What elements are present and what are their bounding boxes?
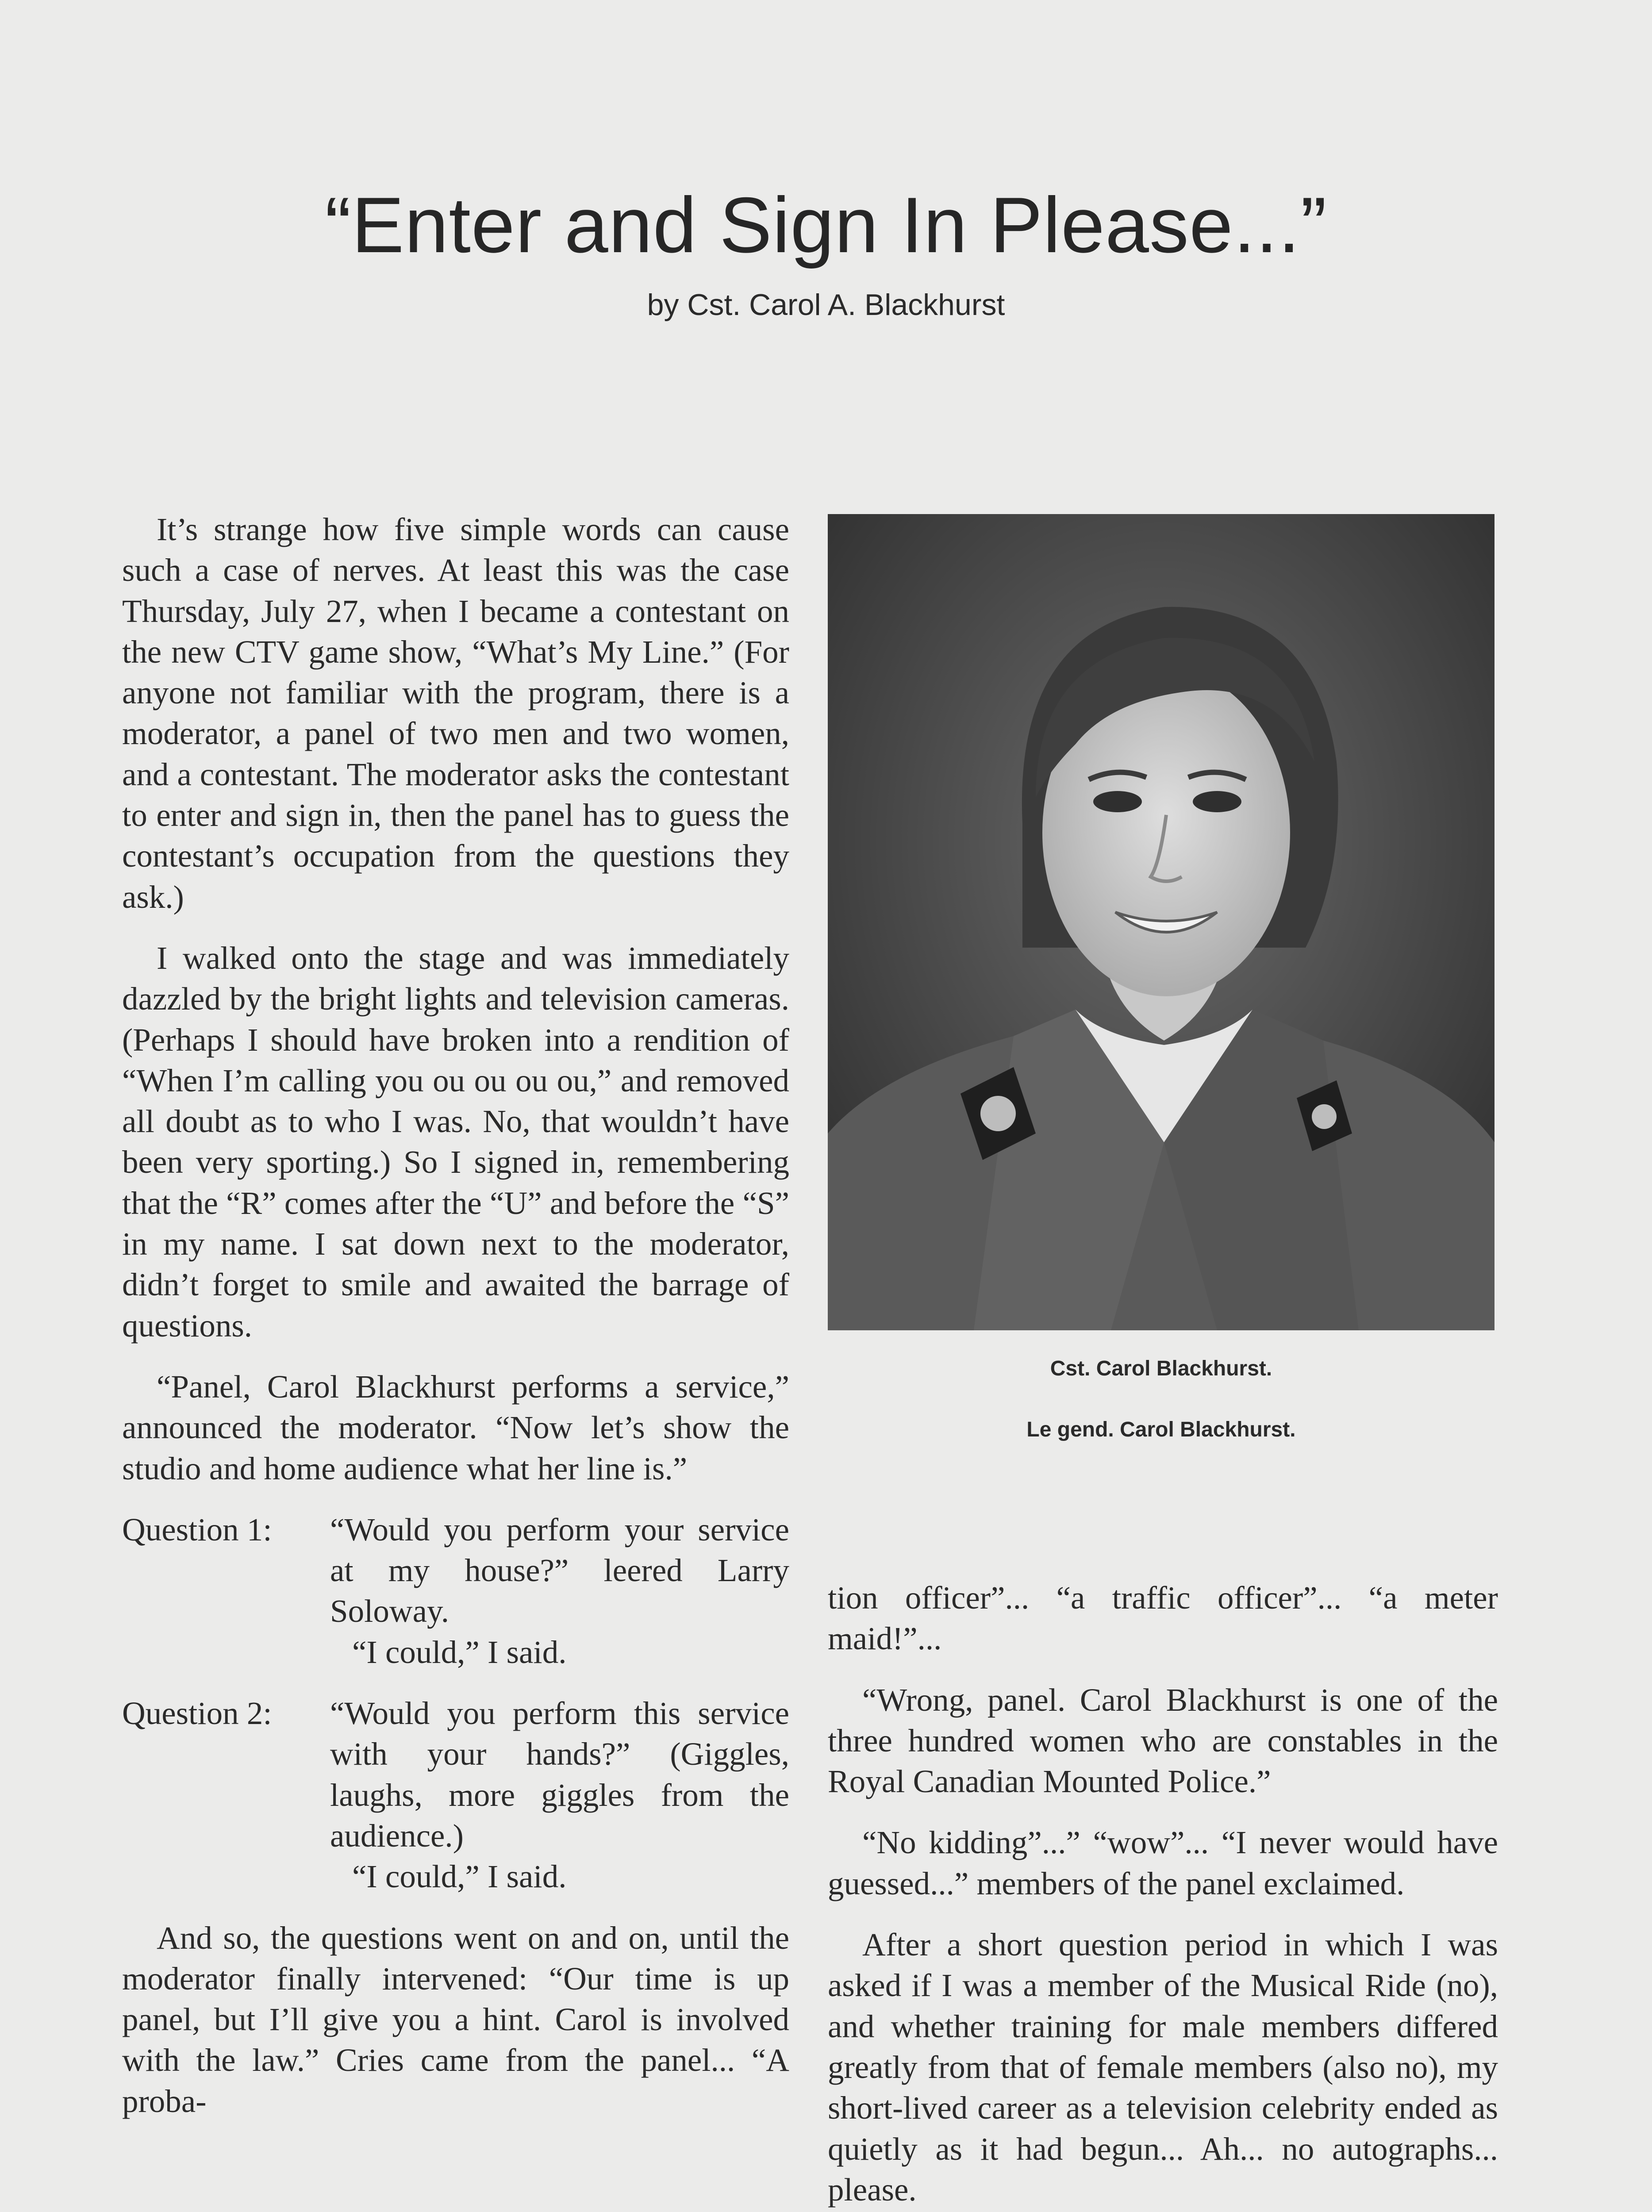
- paragraph-panel: “Panel, Carol Blackhurst performs a service,” announced the moderator. “Now let’s show the studio and home audience what her line is.”: [122, 1368, 789, 1486]
- paragraph-stage: I walked onto the stage and was immediately dazzled by the bright lights and television cameras. (Perhaps I should have broken into a rendition of “When I’m calling you ou ou ou ou,” and removed all doubt as to who I was. No, that wouldn’t have been very sporting.) So I signed in, remembering that the “R” comes after the “U” and before the “S” in my name. I sat down next to the moderator, didn’t forget to smile and awaited the barrage of questions.: [122, 940, 789, 1344]
- photo-caption-fr: Le gend. Carol Blackhurst.: [1026, 1418, 1296, 1441]
- photo-caption-en: Cst. Carol Blackhurst.: [1050, 1357, 1272, 1380]
- article-byline: by Cst. Carol A. Blackhurst: [647, 288, 1005, 322]
- question-1-answer: “I could,” I said.: [352, 1634, 567, 1670]
- paragraph-ending: After a short question period in which I was asked if I was a member of the Musical Ride (no), and whether training for male members differed greatly from that of female members (also no), my short-lived career as a television celebrity ended as quietly as it had begun... Ah... no autographs... please.: [828, 1927, 1498, 2208]
- question-2-label: Question 2:: [122, 1695, 272, 1732]
- paragraph-exclaimed: “No kidding”...” “wow”... “I never would have guessed...” members of the panel exclaimed.: [828, 1824, 1498, 1901]
- left-column: [122, 509, 789, 2122]
- question-2: [122, 1693, 789, 1897]
- right-column: [828, 1578, 1498, 2210]
- paragraph-guesses: tion officer”... “a traffic officer”... “a meter maid!”...: [828, 1580, 1498, 1657]
- question-1-text: “Would you perform your service at my house?” leered Larry Soloway.: [330, 1511, 789, 1629]
- paragraph-intro: It’s strange how five simple words can cause such a case of nerves. At least this was the case Thursday, July 27, when I became a contestant on the new CTV game show, “What’s My Line.” (For anyone not familiar with the program, there is a moderator, a panel of two men and two women, and a contestant. The moderator asks the contestant to enter and sign in, then the panel has to guess the contestant’s occupation from the questions they ask.): [122, 511, 789, 915]
- portrait-photo: [828, 514, 1494, 1330]
- paragraph-hint: And so, the questions went on and on, until the moderator finally intervened: “Our time is up panel, but I’ll give you a hint. Carol is involved with the law.” Cries came from the panel... “A proba-: [122, 1920, 789, 2119]
- paragraph-wrong: “Wrong, panel. Carol Blackhurst is one of the three hundred women who are constables in the Royal Canadian Mounted Police.”: [828, 1682, 1498, 1800]
- question-1: [122, 1509, 789, 1673]
- question-2-answer: “I could,” I said.: [352, 1859, 567, 1895]
- article-title: “Enter and Sign In Please...”: [325, 181, 1327, 269]
- question-1-label: Question 1:: [122, 1511, 272, 1548]
- portrait-illustration: [828, 514, 1494, 1330]
- question-2-text: “Would you perform this service with your hands?” (Giggles, laughs, more giggles from the audience.): [330, 1695, 789, 1854]
